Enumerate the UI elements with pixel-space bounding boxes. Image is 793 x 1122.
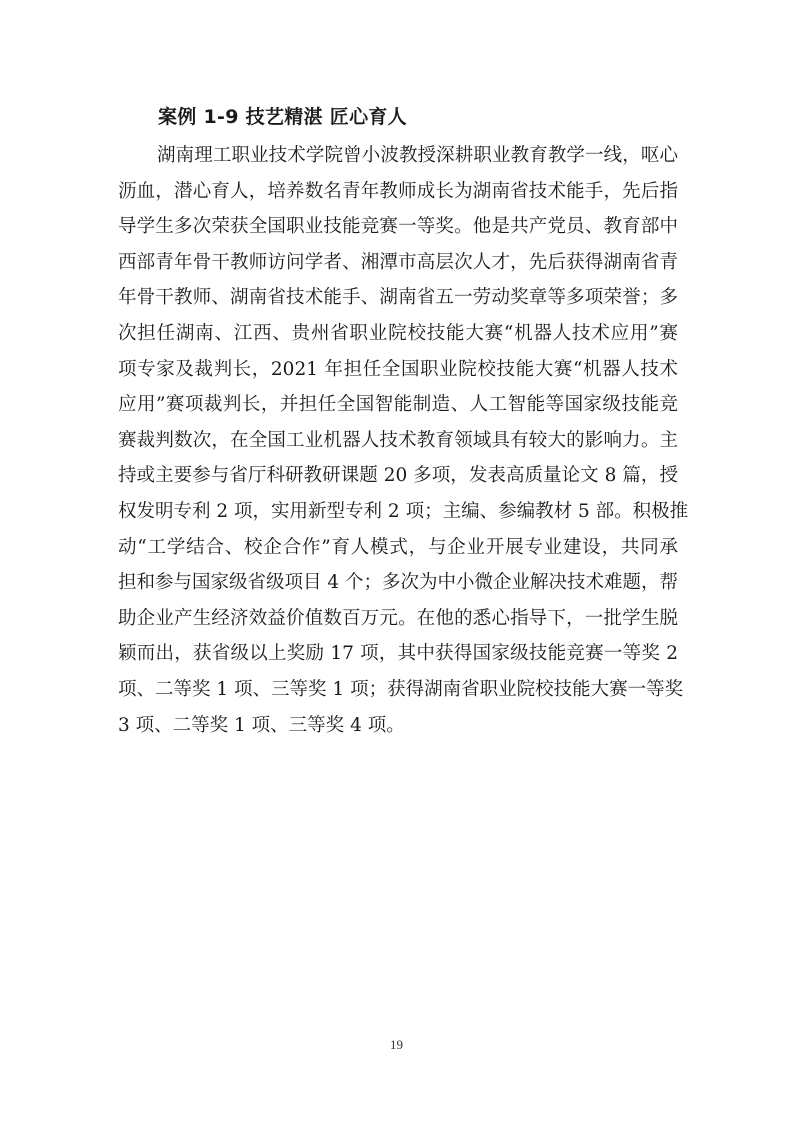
paragraph-line: 项、二等奖 1 项、三等奖 1 项；获得湖南省职业院校技能大赛一等奖 xyxy=(118,678,684,700)
paragraph-line: 持或主要参与省厅科研教研课题 20 多项，发表高质量论文 8 篇，授 xyxy=(118,465,678,487)
paragraph-line: 权发明专利 2 项，实用新型专利 2 项；主编、参编教材 5 部。积极推 xyxy=(118,500,689,522)
paragraph-line: 动“工学结合、校企合作”育人模式，与企业开展专业建设，共同承 xyxy=(118,536,678,558)
paragraph-line: 湖南理工职业技术学院曾小波教授深耕职业教育教学一线，呕心 xyxy=(157,145,678,166)
paragraph-line: 导学生多次荣获全国职业技能竞赛一等奖。他是共产党员、教育部中 xyxy=(118,216,678,238)
paragraph-line: 年骨干教师、湖南省技术能手、湖南省五一劳动奖章等多项荣誉；多 xyxy=(118,287,678,309)
case-title: 案例 1-9 技艺精湛 匠心育人 xyxy=(158,106,407,128)
paragraph-line: 西部青年骨干教师访问学者、湘潭市高层次人才，先后获得湖南省青 xyxy=(118,251,678,273)
page-number: 19 xyxy=(390,1037,403,1052)
paragraph-line: 颖而出，获省级以上奖励 17 项，其中获得国家级技能竞赛一等奖 2 xyxy=(118,643,678,665)
paragraph-line: 次担任湖南、江西、贵州省职业院校技能大赛“机器人技术应用”赛 xyxy=(118,322,678,344)
paragraph-line: 3 项、二等奖 1 项、三等奖 4 项。 xyxy=(118,714,405,736)
paragraph-line: 沥血，潜心育人，培养数名青年教师成长为湖南省技术能手，先后指 xyxy=(118,180,678,202)
paragraph-line: 担和参与国家级省级项目 4 个；多次为中小微企业解决技术难题，帮 xyxy=(118,572,679,594)
body-paragraph xyxy=(118,138,689,743)
paragraph-line: 赛裁判数次，在全国工业机器人技术教育领域具有较大的影响力。主 xyxy=(118,429,678,451)
paragraph-line: 应用”赛项裁判长，并担任全国智能制造、人工智能等国家级技能竞 xyxy=(118,394,678,416)
paragraph-line: 项专家及裁判长，2021 年担任全国职业院校技能大赛“机器人技术 xyxy=(118,358,678,380)
paragraph-line: 助企业产生经济效益价值数百万元。在他的悉心指导下，一批学生脱 xyxy=(118,607,678,629)
